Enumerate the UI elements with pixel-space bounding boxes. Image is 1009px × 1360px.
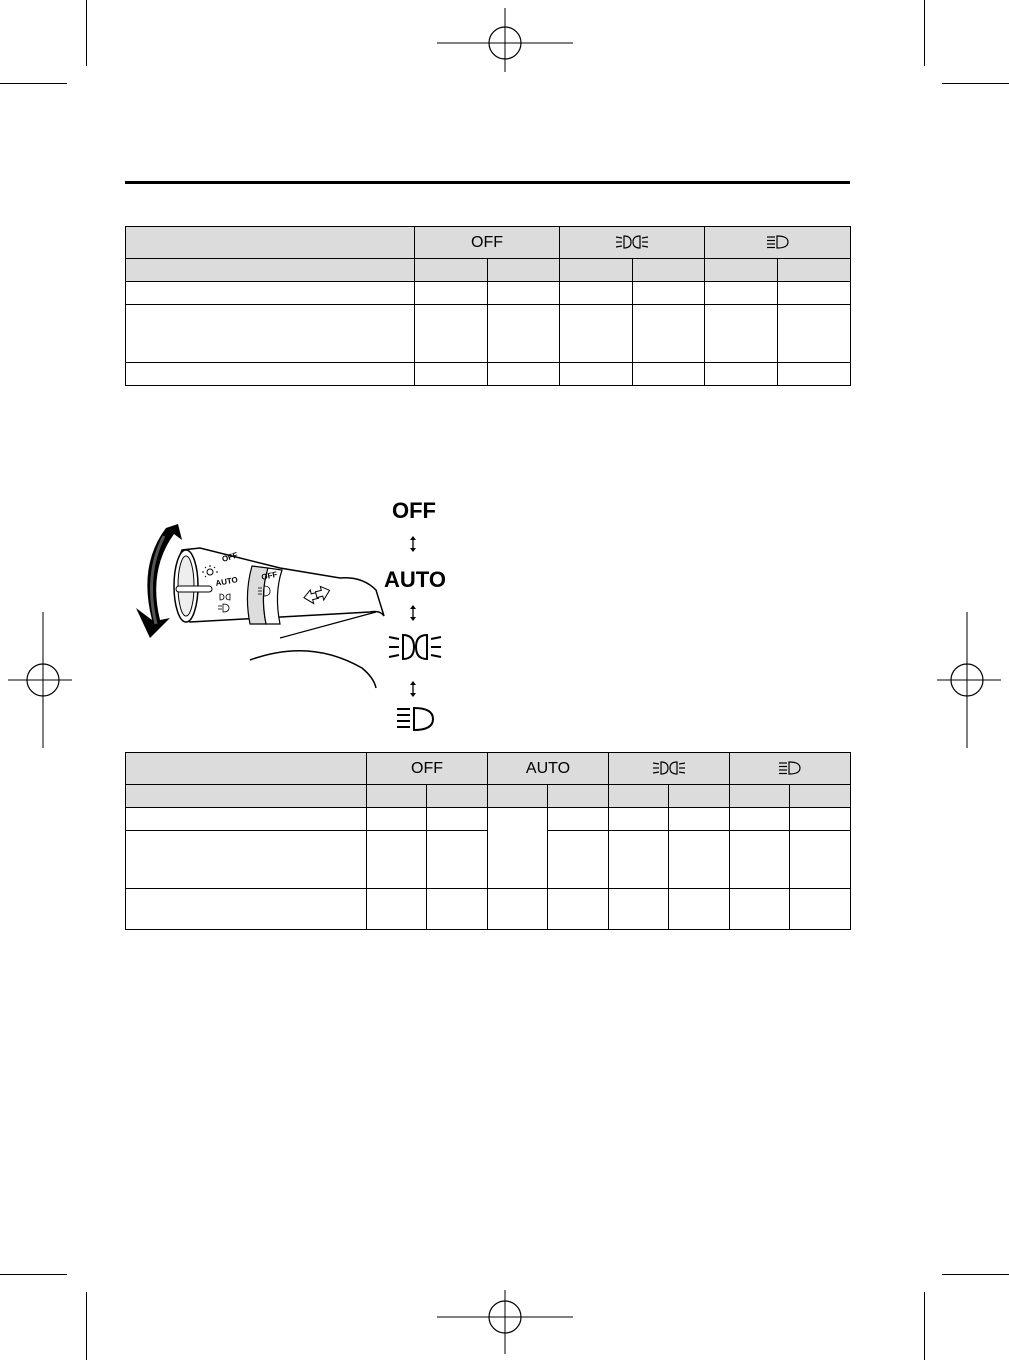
table1-sub-cell	[560, 259, 633, 282]
up-down-arrow-icon	[409, 680, 417, 698]
table-cell	[427, 831, 488, 889]
table-cell	[669, 889, 730, 930]
table-row	[126, 889, 851, 930]
table-cell	[488, 282, 560, 305]
headlamp-icon	[778, 761, 802, 775]
table-cell	[609, 889, 669, 930]
table-cell-merged	[488, 808, 548, 889]
position-off-label: OFF	[392, 498, 436, 523]
table2-sub-cell	[488, 785, 548, 808]
stalk-label-auto: AUTO	[214, 575, 239, 588]
table-cell	[560, 282, 633, 305]
table-cell	[427, 808, 488, 831]
crop-mark	[942, 1274, 1009, 1275]
table-cell	[669, 831, 730, 889]
table-cell	[790, 831, 851, 889]
stalk-label-off: OFF	[220, 550, 239, 564]
headlamp-icon	[396, 706, 436, 732]
table2-sub-cell	[367, 785, 427, 808]
stalk-body	[176, 548, 384, 622]
table1-sub-cell	[705, 259, 778, 282]
lighting-table-2	[125, 752, 851, 930]
crop-mark	[0, 1274, 67, 1275]
table-cell	[730, 831, 790, 889]
table-cell	[705, 305, 778, 363]
table-row	[126, 808, 851, 831]
table-cell	[415, 305, 488, 363]
table-cell	[126, 305, 415, 363]
up-down-arrow-icon	[409, 604, 417, 622]
table-cell	[415, 282, 488, 305]
table-cell	[548, 831, 609, 889]
table-cell	[609, 831, 669, 889]
table-cell	[548, 889, 609, 930]
table-row	[126, 305, 851, 363]
table-cell	[427, 889, 488, 930]
crop-mark	[86, 1292, 87, 1360]
table-cell	[126, 889, 367, 930]
crop-mark	[942, 83, 1009, 84]
table-cell	[548, 808, 609, 831]
parking-lamp-icon	[388, 632, 442, 662]
position-auto-label: AUTO	[384, 567, 446, 592]
table2-header-parking	[609, 753, 730, 785]
table-cell	[778, 305, 851, 363]
table2-corner-cell	[126, 753, 367, 785]
table-cell	[730, 808, 790, 831]
crop-mark	[86, 0, 87, 66]
table1-header-parking	[560, 227, 705, 259]
table2-sub-cell	[126, 785, 367, 808]
headlight-switch-illustration	[130, 520, 390, 690]
table2-sub-cell	[427, 785, 488, 808]
registration-mark-top	[437, 8, 573, 72]
table1-header-off: OFF	[415, 227, 560, 259]
table1-sub-cell	[778, 259, 851, 282]
registration-mark-bottom	[437, 1290, 573, 1354]
table-cell	[609, 808, 669, 831]
table-cell	[730, 889, 790, 930]
table2-sub-cell	[548, 785, 609, 808]
table-cell	[669, 808, 730, 831]
crop-mark	[0, 83, 67, 84]
table-cell	[705, 282, 778, 305]
table2-sub-cell	[609, 785, 669, 808]
stalk-label-off-2: OFF	[260, 569, 279, 582]
parking-lamp-icon	[615, 235, 649, 249]
table-cell	[126, 808, 367, 831]
table-cell	[633, 363, 705, 386]
lighting-table-1	[125, 226, 851, 386]
table-cell	[633, 282, 705, 305]
parking-lamp-icon	[652, 761, 686, 775]
table-row	[126, 363, 851, 386]
table-cell	[560, 363, 633, 386]
table-cell	[705, 363, 778, 386]
table2-sub-cell	[730, 785, 790, 808]
table-row	[126, 282, 851, 305]
table-cell	[415, 363, 488, 386]
table-cell	[790, 808, 851, 831]
table-cell	[633, 305, 705, 363]
table-cell	[488, 305, 560, 363]
table1-sub-cell	[126, 259, 415, 282]
table2-header-headlamp	[730, 753, 851, 785]
crop-mark	[924, 0, 925, 66]
registration-mark-right	[937, 612, 1001, 748]
table1-header-headlamp	[705, 227, 851, 259]
up-down-arrow-icon	[409, 535, 417, 553]
table1-sub-cell	[633, 259, 705, 282]
page-header-rule	[125, 181, 850, 184]
table-cell	[367, 831, 427, 889]
registration-mark-left	[8, 612, 72, 748]
table-cell	[488, 889, 548, 930]
table-cell	[790, 889, 851, 930]
table-cell	[367, 889, 427, 930]
table1-sub-cell	[415, 259, 488, 282]
table-cell	[488, 363, 560, 386]
crop-mark	[924, 1292, 925, 1360]
table2-header-off: OFF	[367, 753, 488, 785]
table-cell	[126, 363, 415, 386]
table-cell	[367, 808, 427, 831]
table1-sub-cell	[488, 259, 560, 282]
headlamp-icon	[766, 235, 790, 249]
table1-corner-cell	[126, 227, 415, 259]
table-cell	[560, 305, 633, 363]
table2-sub-cell	[790, 785, 851, 808]
table-cell	[778, 363, 851, 386]
table-cell	[126, 831, 367, 889]
table2-header-auto: AUTO	[488, 753, 609, 785]
table-cell	[778, 282, 851, 305]
table2-sub-cell	[669, 785, 730, 808]
table-cell	[126, 282, 415, 305]
